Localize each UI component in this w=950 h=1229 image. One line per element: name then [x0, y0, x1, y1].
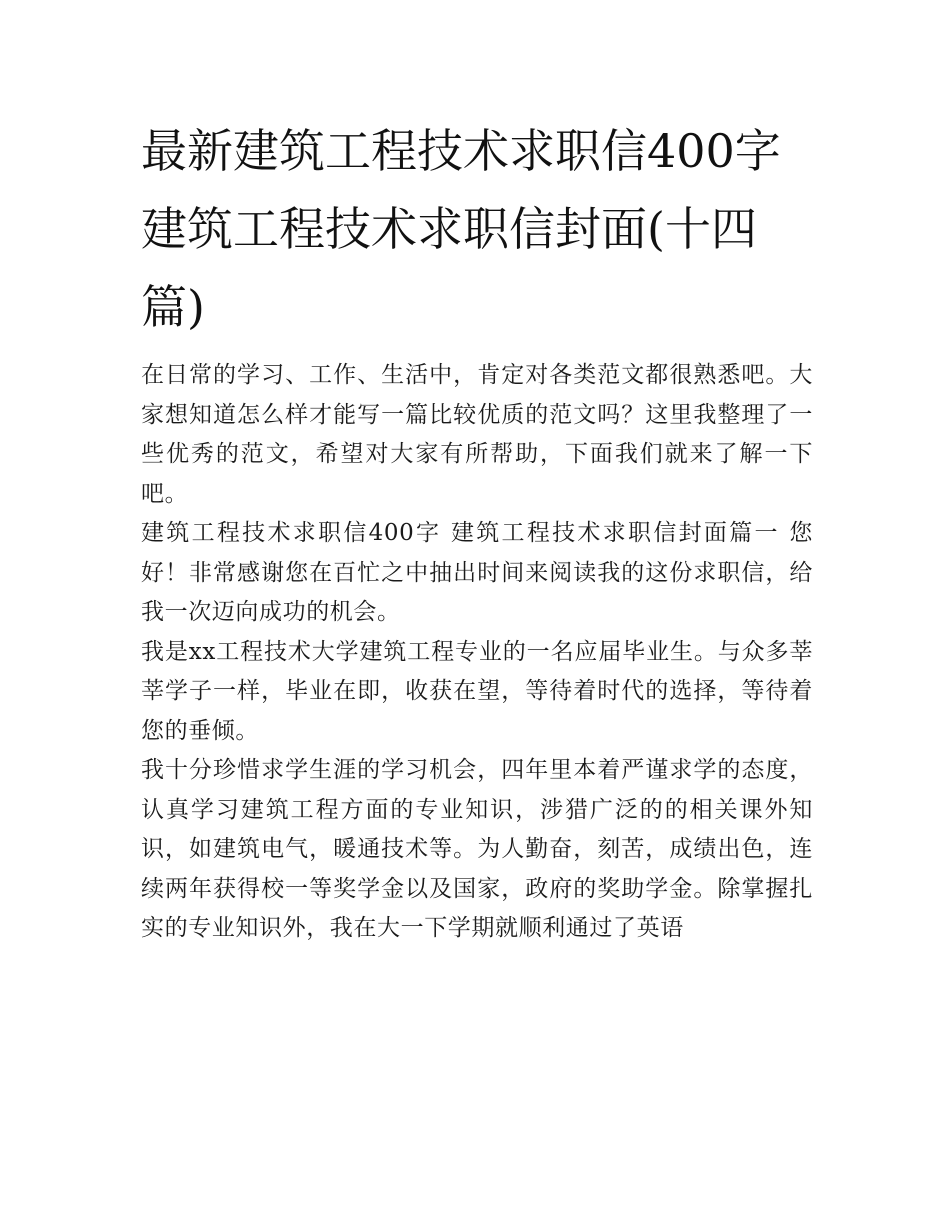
document-body: [141, 112, 813, 949]
paragraph-greeting: 建筑工程技术求职信400字 建筑工程技术求职信封面篇一 您好！非常感谢您在百忙之中抽出时间来阅读我的这份求职信，给我一次迈向成功的机会。: [141, 520, 813, 625]
paragraph-intro: 在日常的学习、工作、生活中，肯定对各类范文都很熟悉吧。大家想知道怎么样才能写一篇比较优质的范文吗？这里我整理了一些优秀的范文，希望对大家有所帮助，下面我们就来了解一下吧。: [141, 362, 813, 507]
paragraph-study-experience: 我十分珍惜求学生涯的学习机会，四年里本着严谨求学的态度，认真学习建筑工程方面的专业知识，涉猎广泛的的相关课外知识，如建筑电气，暖通技术等。为人勤奋，刻苦，成绩出色，连续两年获得校一等奖学金以及国家，政府的奖助学金。除掌握扎实的专业知识外，我在大一下学期就顺利通过了英语: [141, 757, 813, 941]
document-title: 最新建筑工程技术求职信400字 建筑工程技术求职信封面(十四篇): [141, 124, 781, 334]
paragraph-self-introduction: 我是xx工程技术大学建筑工程专业的一名应届毕业生。与众多莘莘学子一样，毕业在即，收获在望，等待着时代的选择，等待着您的垂倾。: [141, 638, 813, 744]
